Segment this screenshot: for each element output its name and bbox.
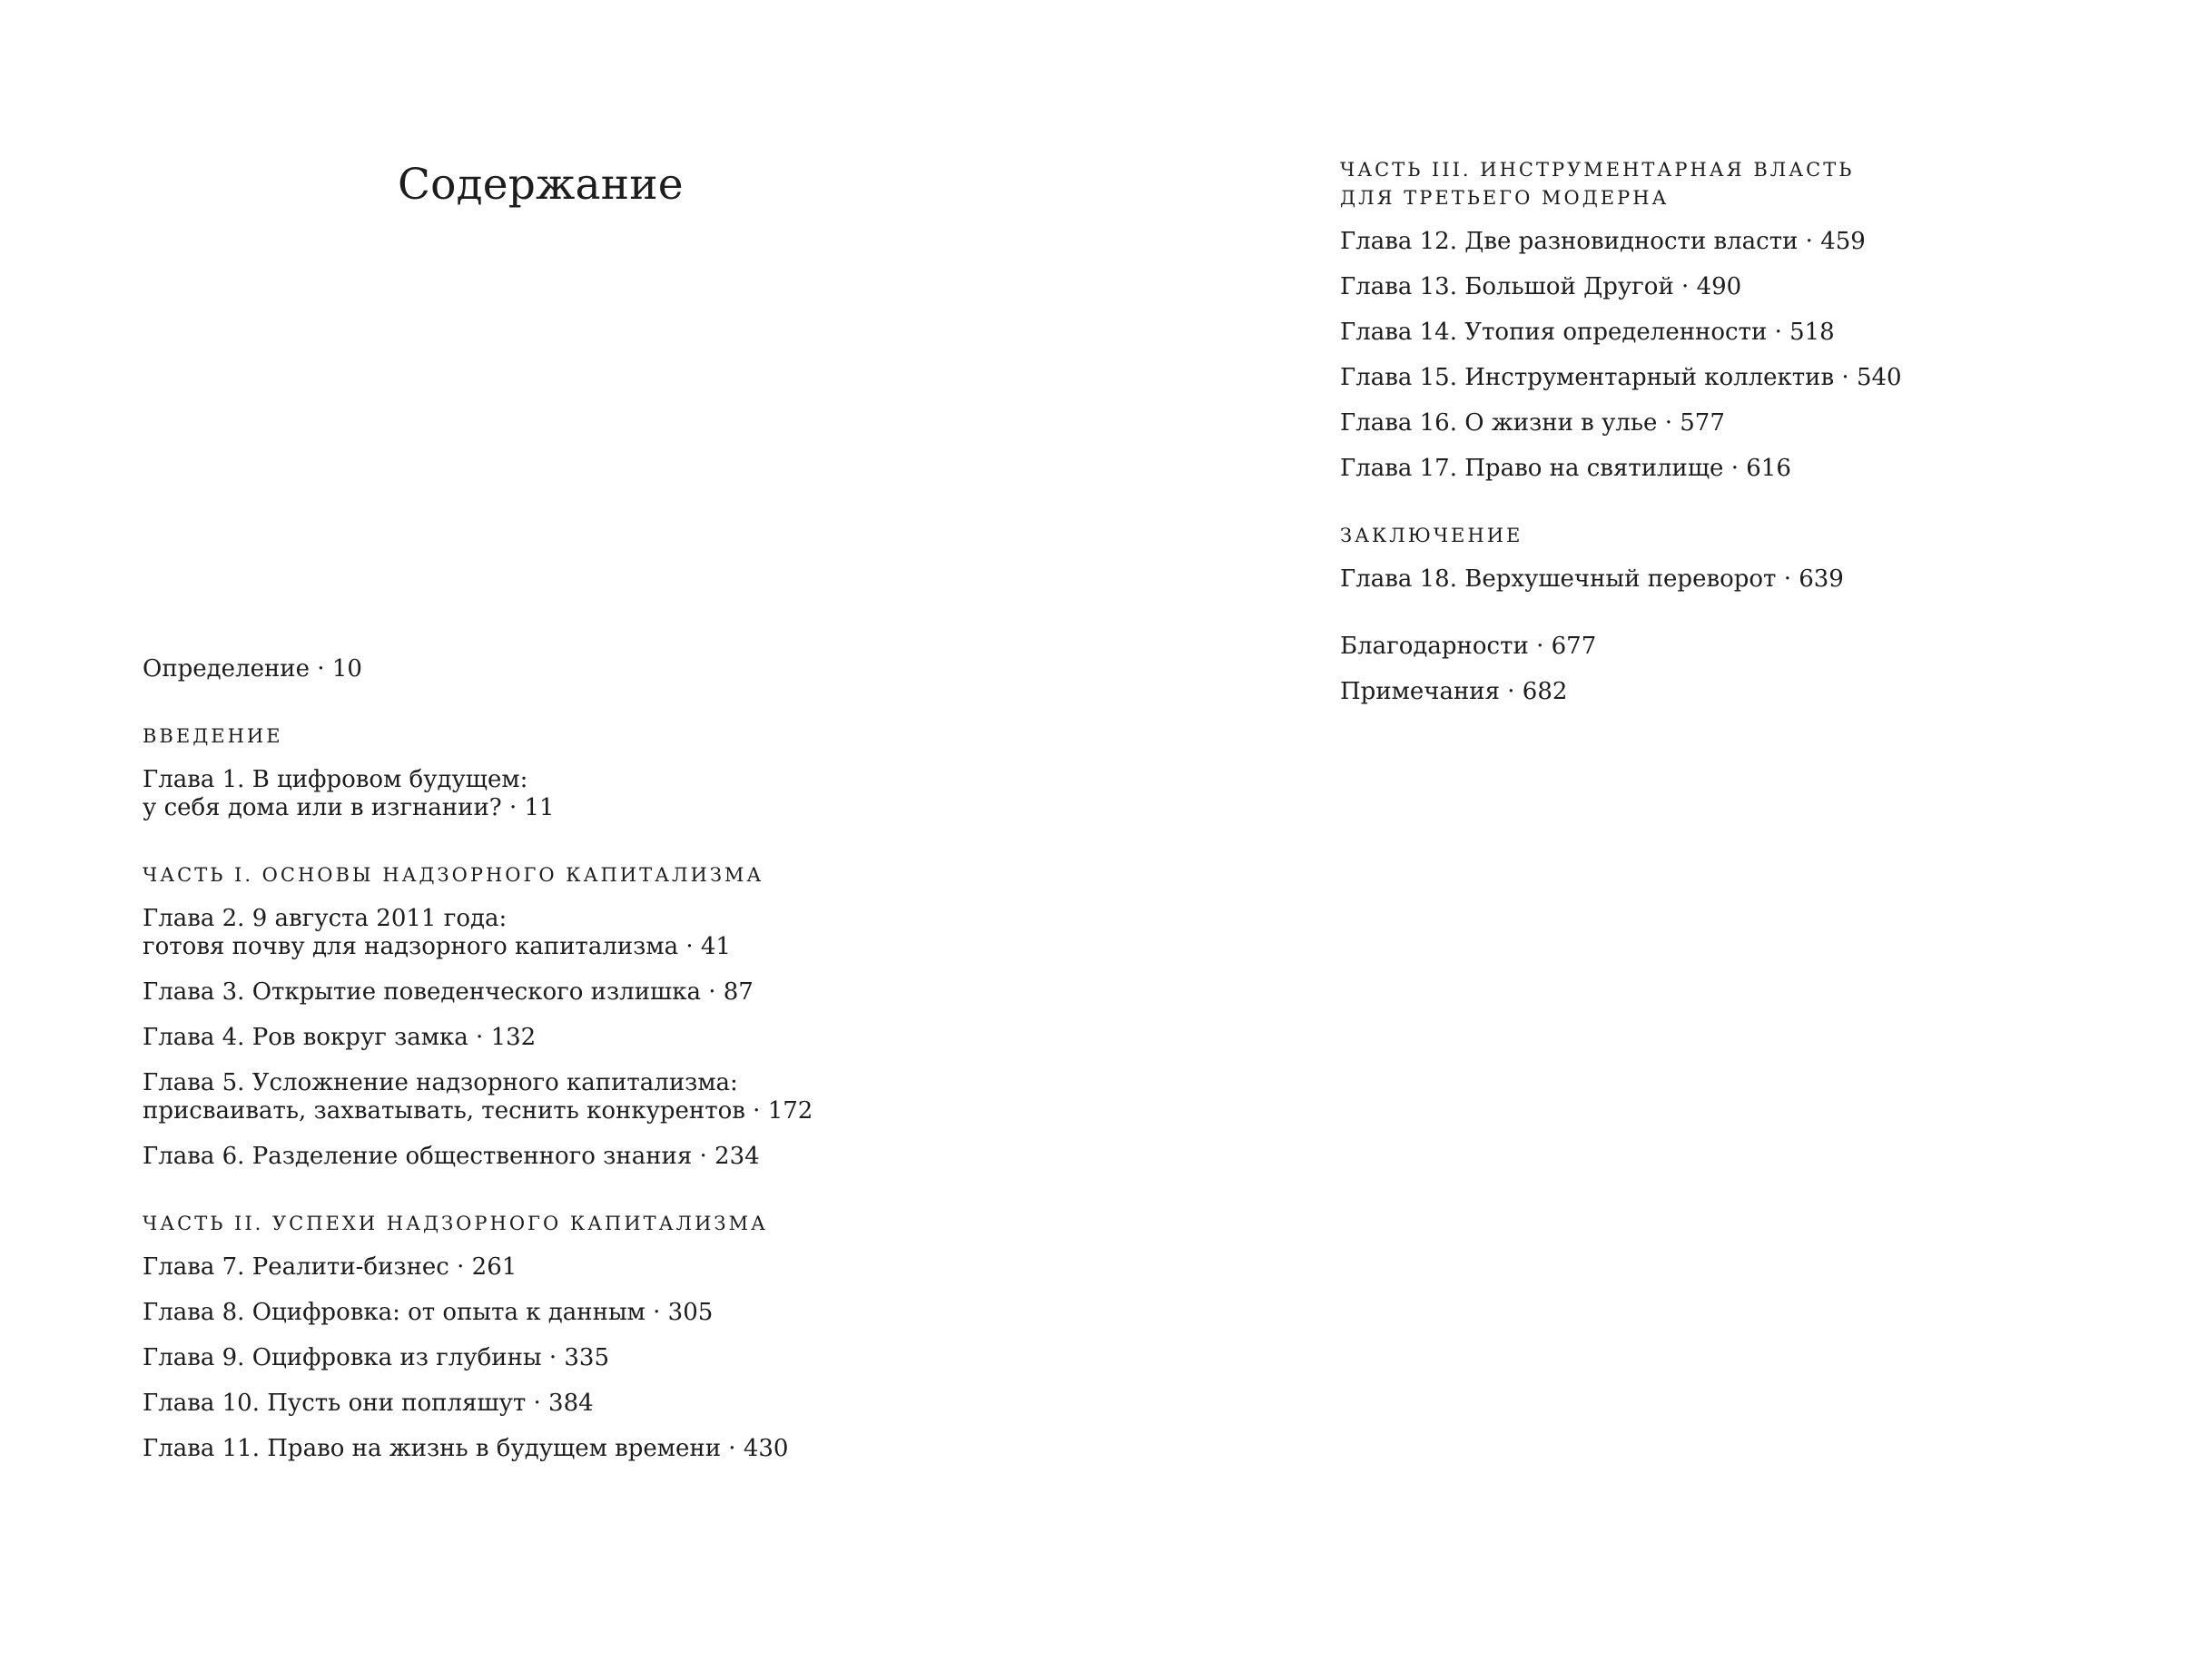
toc-entry-line: Глава 5. Усложнение надзорного капитализма: xyxy=(143,1069,738,1096)
toc-entry-line: Глава 16. О жизни в улье · 577 xyxy=(1340,409,1725,437)
toc-entry[interactable] xyxy=(1340,633,2157,661)
section-heading xyxy=(1340,522,2157,550)
toc-left-column xyxy=(143,655,960,1480)
toc-entry[interactable] xyxy=(143,655,960,683)
toc-entry-line: Глава 6. Разделение общественного знания · 234 xyxy=(143,1143,760,1170)
toc-entry[interactable] xyxy=(1340,319,2157,347)
toc-entry[interactable] xyxy=(143,1253,960,1282)
toc-entry-line: Глава 15. Инструментарный коллектив · 540 xyxy=(1340,364,1902,391)
section-heading: ЧАСТЬ I. ОСНОВЫ НАДЗОРНОГО КАПИТАЛИЗМА xyxy=(143,864,764,886)
toc-entry[interactable] xyxy=(143,1435,960,1463)
toc-entry-line: Глава 1. В цифровом будущем: xyxy=(143,766,528,793)
toc-group xyxy=(1340,522,2157,594)
toc-entry[interactable] xyxy=(1340,364,2157,392)
toc-entry-line: Глава 8. Оцифровка: от опыта к данным · 305 xyxy=(143,1299,714,1326)
toc-group xyxy=(143,1210,960,1463)
toc-entry-line: Глава 14. Утопия определенности · 518 xyxy=(1340,319,1835,346)
toc-entry-line: Глава 2. 9 августа 2011 года: xyxy=(143,905,508,932)
toc-entry[interactable] xyxy=(1340,409,2157,437)
toc-entry-line: присваивать, захватывать, теснить конкурентов · 172 xyxy=(143,1097,813,1125)
section-heading-line: ДЛЯ ТРЕТЬЕГО МОДЕРНА xyxy=(1340,187,1670,209)
toc-entry-line: у себя дома или в изгнании? · 11 xyxy=(143,794,555,821)
toc-entry[interactable] xyxy=(143,1069,960,1125)
toc-entry[interactable] xyxy=(143,1299,960,1327)
toc-entry[interactable] xyxy=(1340,228,2157,256)
toc-entry-line: Определение · 10 xyxy=(143,655,362,683)
toc-entry[interactable] xyxy=(143,1024,960,1052)
toc-entry-line: Глава 3. Открытие поведенческого излишка · 87 xyxy=(143,978,754,1006)
toc-entry-line: Глава 12. Две разновидности власти · 459 xyxy=(1340,228,1866,255)
toc-entry[interactable] xyxy=(1340,273,2157,301)
toc-entry[interactable] xyxy=(143,1390,960,1418)
toc-entry[interactable] xyxy=(143,978,960,1007)
section-heading: ЧАСТЬ II. УСПЕХИ НАДЗОРНОГО КАПИТАЛИЗМА xyxy=(143,1213,768,1234)
toc-entry[interactable] xyxy=(143,905,960,961)
toc-group xyxy=(1340,156,2157,483)
section-heading-line: ЧАСТЬ III. ИНСТРУМЕНТАРНАЯ ВЛАСТЬ xyxy=(1340,159,1855,181)
toc-entry-line: готовя почву для надзорного капитализма · 41 xyxy=(143,933,731,960)
toc-entry-line: Глава 11. Право на жизнь в будущем времени · 430 xyxy=(143,1435,789,1462)
toc-entry[interactable] xyxy=(1340,565,2157,594)
section-heading: ВВЕДЕНИЕ xyxy=(143,725,283,747)
toc-entry-line: Глава 9. Оцифровка из глубины · 335 xyxy=(143,1344,610,1371)
toc-entry-line: Глава 10. Пусть они попляшут · 384 xyxy=(143,1390,594,1417)
toc-entry[interactable] xyxy=(1340,455,2157,483)
toc-entry-line: Глава 18. Верхушечный переворот · 639 xyxy=(1340,565,1844,593)
toc-right-column xyxy=(1340,156,2157,723)
toc-group xyxy=(143,655,960,683)
section-heading-line: ЗАКЛЮЧЕНИЕ xyxy=(1340,525,1523,546)
toc-entry[interactable] xyxy=(143,1143,960,1171)
toc-entry-line: Примечания · 682 xyxy=(1340,678,1568,705)
toc-entry[interactable] xyxy=(143,1344,960,1372)
toc-entry-line: Благодарности · 677 xyxy=(1340,633,1597,660)
toc-entry[interactable] xyxy=(1340,678,2157,706)
toc-group xyxy=(143,722,960,822)
toc-entry-line: Глава 17. Право на святилище · 616 xyxy=(1340,455,1791,482)
page-title: Содержание xyxy=(398,160,684,210)
toc-entry[interactable] xyxy=(143,766,960,822)
toc-group xyxy=(1340,633,2157,706)
toc-group xyxy=(143,861,960,1171)
toc-entry-line: Глава 13. Большой Другой · 490 xyxy=(1340,273,1742,300)
section-heading xyxy=(1340,156,2157,212)
toc-entry-line: Глава 7. Реалити-бизнес · 261 xyxy=(143,1253,517,1281)
toc-entry-line: Глава 4. Ров вокруг замка · 132 xyxy=(143,1024,537,1051)
